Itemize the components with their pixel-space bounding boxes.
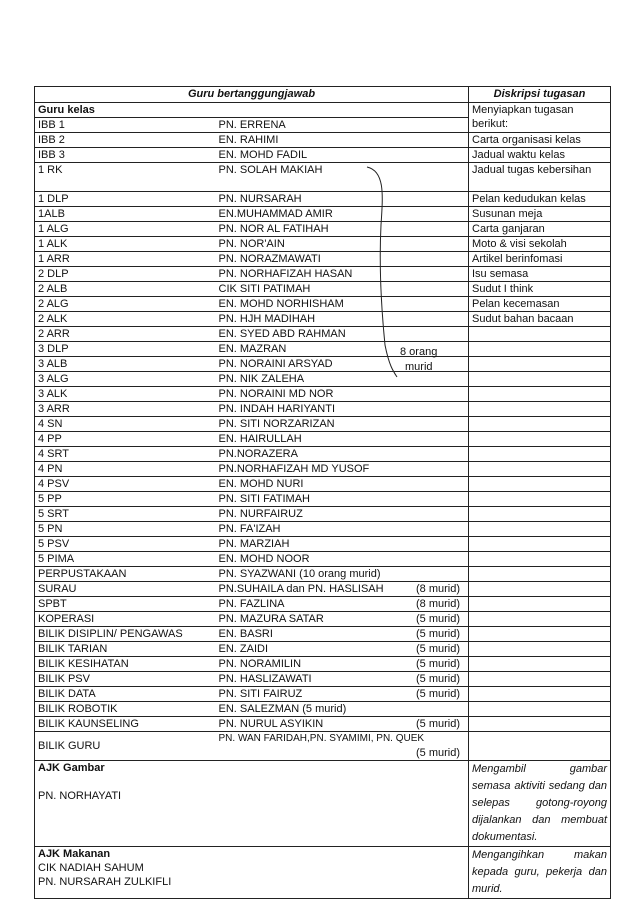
- table-row: [35, 327, 611, 342]
- class-cell: 2 ALB: [35, 282, 216, 297]
- class-cell: 5 PN: [35, 522, 216, 537]
- teacher-cell: [216, 297, 469, 312]
- student-count: (5 murid): [415, 628, 460, 640]
- description-cell: [469, 492, 611, 507]
- table-row: [35, 492, 611, 507]
- teacher-name: PN. INDAH HARIYANTI: [218, 403, 336, 415]
- table-row: [35, 612, 611, 627]
- teacher-cell: [216, 148, 469, 163]
- ajk-makanan-description: Mengangihkan makan kepada guru, pekerja dan murid.: [469, 847, 611, 899]
- table-header-row: [35, 87, 611, 103]
- teacher-name: PN. NOR'AIN: [218, 238, 285, 250]
- teacher-name: PN. FAZLINA: [218, 598, 285, 610]
- student-count: [460, 702, 465, 716]
- table-row: [35, 387, 611, 402]
- class-cell: KOPERASI: [35, 612, 216, 627]
- student-count: (5 murid): [415, 658, 460, 670]
- table-row: [35, 252, 611, 267]
- description-cell: [469, 432, 611, 447]
- duty-table-sheet: [34, 86, 610, 899]
- header-description: Diskripsi tugasan: [469, 87, 611, 103]
- ajk-gambar-description: Mengambil gambar semasa aktiviti sedang dan selepas gotong-royong dijalankan dan membuat dokumentasi.: [469, 761, 611, 847]
- teacher-cell: [216, 582, 469, 597]
- class-cell: BILIK PSV: [35, 672, 216, 687]
- teacher-cell: [216, 402, 469, 417]
- table-row: [35, 192, 611, 207]
- description-cell: [469, 477, 611, 492]
- table-row: [35, 148, 611, 163]
- table-row: [35, 597, 611, 612]
- student-count: (8 murid): [415, 583, 460, 595]
- class-cell: 2 ALK: [35, 312, 216, 327]
- teacher-names: PN. WAN FARIDAH,PN. SYAMIMI, PN. QUEK: [218, 733, 425, 744]
- description-text: Sudut bahan bacaan: [472, 313, 574, 325]
- description-text: Pelan kecemasan: [472, 298, 560, 310]
- description-cell: [469, 687, 611, 702]
- student-count: [460, 432, 465, 446]
- teacher-cell: [216, 192, 469, 207]
- teacher-name: CIK SITI PATIMAH: [218, 283, 311, 295]
- teacher-name: PN. MARZIAH: [218, 538, 290, 550]
- description-text: Artikel berinfomasi: [472, 253, 563, 265]
- student-count: (5 murid): [415, 643, 460, 655]
- teacher-name: EN. MAZRAN: [218, 343, 287, 355]
- description-text: Carta organisasi kelas: [472, 134, 581, 146]
- description-cell: [469, 567, 611, 582]
- teacher-name: PN. HASLIZAWATI: [218, 673, 312, 685]
- class-cell: 1ALB: [35, 207, 216, 222]
- teacher-name: EN. MOHD FADIL: [218, 149, 308, 161]
- student-count: [460, 133, 465, 147]
- bracket-annotation-line: [345, 165, 405, 380]
- class-cell: 4 PP: [35, 432, 216, 447]
- class-cell: 3 ALK: [35, 387, 216, 402]
- teacher-name: PN. NURFAIRUZ: [218, 508, 303, 520]
- description-cell: [469, 522, 611, 537]
- teacher-name: EN. SALEZMAN (5 murid): [218, 703, 347, 715]
- table-row: [35, 657, 611, 672]
- description-cell: [469, 222, 611, 237]
- class-cell: BILIK TARIAN: [35, 642, 216, 657]
- teacher-cell: [216, 522, 469, 537]
- class-cell: 4 PSV: [35, 477, 216, 492]
- description-text: Sudut I think: [472, 283, 534, 295]
- class-cell: 3 ARR: [35, 402, 216, 417]
- description-text: Carta ganjaran: [472, 223, 545, 235]
- ajk-gambar-title: AJK Gambar: [38, 762, 105, 774]
- description-text: Susunan meja: [472, 208, 543, 220]
- teacher-name: EN. MOHD NOOR: [218, 553, 310, 565]
- description-cell: [469, 282, 611, 297]
- description-cell: [469, 657, 611, 672]
- teacher-name: PN.NORAZERA: [218, 448, 298, 460]
- table-row: [35, 267, 611, 282]
- description-cell: [469, 717, 611, 732]
- teacher-name: PN. FA'IZAH: [218, 523, 281, 535]
- ajk-makanan-title: AJK Makanan: [38, 848, 111, 860]
- student-count: [460, 237, 465, 251]
- class-cell: 3 DLP: [35, 342, 216, 357]
- teacher-name: PN. NIK ZALEHA: [218, 373, 305, 385]
- student-count: [460, 118, 465, 132]
- class-cell: BILIK DISIPLIN/ PENGAWAS: [35, 627, 216, 642]
- description-cell: [469, 642, 611, 657]
- class-cell: SURAU: [35, 582, 216, 597]
- teacher-cell: [216, 567, 469, 582]
- desc-text: Menyiapkan tugasan berikut:: [472, 104, 574, 130]
- table-row: [35, 447, 611, 462]
- table-row: [35, 163, 611, 192]
- teacher-name: EN. RAHIMI: [218, 134, 279, 146]
- student-count: [460, 327, 465, 341]
- teacher-name: PN. SITI FAIRUZ: [218, 688, 303, 700]
- table-row: [35, 133, 611, 148]
- class-cell: 1 ALG: [35, 222, 216, 237]
- student-count: [460, 297, 465, 311]
- student-count: [460, 462, 465, 476]
- description-cell: [469, 133, 611, 148]
- table-row: [35, 462, 611, 477]
- teacher-cell: [216, 252, 469, 267]
- description-cell: [469, 297, 611, 312]
- teacher-cell: [216, 732, 469, 761]
- student-count: [460, 537, 465, 551]
- student-count: [460, 282, 465, 296]
- table-row: [35, 702, 611, 717]
- teacher-cell: [216, 432, 469, 447]
- ajk-makanan-row: [35, 847, 611, 899]
- class-cell: 4 PN: [35, 462, 216, 477]
- student-count: [460, 477, 465, 491]
- table-row: [35, 237, 611, 252]
- class-cell: IBB 3: [35, 148, 216, 163]
- table-row: [35, 537, 611, 552]
- teacher-cell: [216, 118, 469, 133]
- annotation-murid: murid: [405, 361, 433, 373]
- student-count: (5 murid): [415, 747, 460, 759]
- class-cell: 5 SRT: [35, 507, 216, 522]
- teacher-cell: [216, 687, 469, 702]
- student-count: [460, 372, 465, 386]
- student-count: [460, 267, 465, 281]
- ajk-gambar-row: [35, 761, 611, 847]
- table-row: [35, 342, 611, 357]
- description-cell: [469, 702, 611, 717]
- teacher-name: PN. NORHAFIZAH HASAN: [218, 268, 353, 280]
- description-cell: [469, 357, 611, 372]
- description-cell: [469, 462, 611, 477]
- teacher-name: EN.MUHAMMAD AMIR: [218, 208, 333, 220]
- teacher-cell: [216, 312, 469, 327]
- teacher-name: PN. MAZURA SATAR: [218, 613, 324, 625]
- desc-menyiapkan: [469, 103, 611, 133]
- student-count: [460, 207, 465, 221]
- teacher-name: PN. NORAZMAWATI: [218, 253, 321, 265]
- description-cell: [469, 402, 611, 417]
- ajk-gambar-member: PN. NORHAYATI: [38, 790, 122, 802]
- teacher-cell: [216, 477, 469, 492]
- table-row: [35, 477, 611, 492]
- table-row: [35, 522, 611, 537]
- ajk-makanan-member: PN. NURSARAH ZULKIFLI: [38, 876, 172, 888]
- table-row: [35, 567, 611, 582]
- description-cell: [469, 672, 611, 687]
- teacher-name: PN. SITI NORZARIZAN: [218, 418, 335, 430]
- class-cell: IBB 1: [35, 118, 216, 133]
- teacher-cell: [216, 387, 469, 402]
- teacher-name: PN.SUHAILA dan PN. HASLISAH: [218, 583, 384, 595]
- table-row: [35, 672, 611, 687]
- student-count: [460, 402, 465, 416]
- description-cell: [469, 537, 611, 552]
- description-cell: [469, 447, 611, 462]
- teacher-cell: [216, 267, 469, 282]
- teacher-cell: [216, 657, 469, 672]
- description-cell: [469, 582, 611, 597]
- description-cell: [469, 207, 611, 222]
- student-count: [460, 342, 465, 356]
- student-count: [460, 222, 465, 236]
- class-cell: BILIK KESIHATAN: [35, 657, 216, 672]
- class-cell: 5 PSV: [35, 537, 216, 552]
- description-cell: [469, 372, 611, 387]
- class-cell: 3 ALB: [35, 357, 216, 372]
- class-cell: 2 ALG: [35, 297, 216, 312]
- teacher-name: PN. NURSARAH: [218, 193, 302, 205]
- teacher-cell: [216, 507, 469, 522]
- description-cell: [469, 612, 611, 627]
- class-cell: BILIK DATA: [35, 687, 216, 702]
- description-text: Moto & visi sekolah: [472, 238, 567, 250]
- class-cell: 2 ARR: [35, 327, 216, 342]
- ajk-gambar-cell: [35, 761, 469, 847]
- table-row: [35, 582, 611, 597]
- table-row: [35, 357, 611, 372]
- class-cell: 1 ARR: [35, 252, 216, 267]
- teacher-name: PN. SITI FATIMAH: [218, 493, 310, 505]
- teacher-cell: [216, 133, 469, 148]
- teacher-cell: [216, 282, 469, 297]
- teacher-name: PN.NORHAFIZAH MD YUSOF: [218, 463, 370, 475]
- teacher-cell: [216, 237, 469, 252]
- teacher-name: PN. ERRENA: [218, 119, 286, 131]
- table-row: [35, 207, 611, 222]
- student-count: [460, 192, 465, 206]
- table-row: [35, 717, 611, 732]
- duty-table: [34, 86, 611, 899]
- teacher-cell: [216, 552, 469, 567]
- description-text: Pelan kedudukan kelas: [472, 193, 586, 205]
- teacher-name: PN. NORAINI ARSYAD: [218, 358, 333, 370]
- class-cell: 5 PP: [35, 492, 216, 507]
- class-cell: 1 RK: [35, 163, 216, 192]
- student-count: [460, 163, 465, 177]
- description-cell: [469, 732, 611, 761]
- student-count: [460, 148, 465, 162]
- teacher-cell: [216, 597, 469, 612]
- teacher-name: PN. SYAZWANI (10 orang murid): [218, 568, 381, 580]
- teacher-cell: [216, 462, 469, 477]
- class-cell: 5 PIMA: [35, 552, 216, 567]
- student-count: [460, 357, 465, 371]
- student-count: [460, 567, 465, 581]
- guru-kelas-row: [35, 103, 611, 118]
- header-guru: Guru bertanggungjawab: [35, 87, 469, 103]
- table-row: [35, 642, 611, 657]
- teacher-cell: [216, 163, 469, 192]
- student-count: (8 murid): [415, 598, 460, 610]
- description-cell: [469, 148, 611, 163]
- teacher-name: EN. MOHD NURI: [218, 478, 304, 490]
- class-cell: 4 SRT: [35, 447, 216, 462]
- table-row: [35, 552, 611, 567]
- description-cell: [469, 597, 611, 612]
- teacher-name: PN. SOLAH MAKIAH: [218, 164, 323, 176]
- description-cell: [469, 387, 611, 402]
- annotation-8-orang: 8 orang: [400, 346, 438, 358]
- student-count: (5 murid): [415, 688, 460, 700]
- teacher-cell: [216, 702, 469, 717]
- student-count: (5 murid): [415, 613, 460, 625]
- table-row: [35, 312, 611, 327]
- table-row: [35, 627, 611, 642]
- description-cell: [469, 417, 611, 432]
- table-row: [35, 507, 611, 522]
- student-count: [460, 417, 465, 431]
- teacher-cell: [216, 642, 469, 657]
- table-row: [35, 417, 611, 432]
- description-cell: [469, 237, 611, 252]
- teacher-name: EN. BASRI: [218, 628, 273, 640]
- description-text: Jadual waktu kelas: [472, 149, 565, 161]
- guru-kelas-label: Guru kelas: [35, 103, 469, 118]
- teacher-name: EN. HAIRULLAH: [218, 433, 302, 445]
- student-count: [460, 447, 465, 461]
- teacher-cell: [216, 327, 469, 342]
- student-count: [460, 507, 465, 521]
- student-count: [460, 387, 465, 401]
- class-cell: 1 ALK: [35, 237, 216, 252]
- bilik-guru-row: [35, 732, 611, 761]
- description-cell: [469, 163, 611, 192]
- description-text: Isu semasa: [472, 268, 529, 280]
- class-cell: BILIK ROBOTIK: [35, 702, 216, 717]
- description-cell: [469, 627, 611, 642]
- teacher-cell: [216, 627, 469, 642]
- class-cell: IBB 2: [35, 133, 216, 148]
- description-cell: [469, 342, 611, 357]
- teacher-cell: [216, 417, 469, 432]
- ajk-makanan-cell: [35, 847, 469, 899]
- teacher-cell: [216, 222, 469, 237]
- class-cell: BILIK GURU: [35, 732, 216, 761]
- table-row: [35, 222, 611, 237]
- teacher-cell: [216, 372, 469, 387]
- student-count: [460, 252, 465, 266]
- teacher-name: PN. NORAMILIN: [218, 658, 302, 670]
- description-text: Jadual tugas kebersihan: [472, 164, 592, 176]
- student-count: (5 murid): [415, 718, 460, 730]
- table-row: [35, 402, 611, 417]
- teacher-cell: [216, 492, 469, 507]
- teacher-name: EN. SYED ABD RAHMAN: [218, 328, 346, 340]
- description-cell: [469, 552, 611, 567]
- class-cell: 4 SN: [35, 417, 216, 432]
- table-row: [35, 372, 611, 387]
- student-count: (5 murid): [415, 673, 460, 685]
- teacher-name: PN. NURUL ASYIKIN: [218, 718, 324, 730]
- table-row: [35, 282, 611, 297]
- teacher-cell: [216, 672, 469, 687]
- description-cell: [469, 252, 611, 267]
- teacher-name: PN. NORAINI MD NOR: [218, 388, 334, 400]
- teacher-cell: [216, 612, 469, 627]
- teacher-cell: [216, 537, 469, 552]
- table-row: [35, 687, 611, 702]
- description-cell: [469, 192, 611, 207]
- description-cell: [469, 507, 611, 522]
- teacher-cell: [216, 447, 469, 462]
- description-cell: [469, 327, 611, 342]
- teacher-cell: [216, 717, 469, 732]
- ajk-makanan-member: CIK NADIAH SAHUM: [38, 862, 144, 874]
- student-count: [460, 312, 465, 326]
- class-cell: 1 DLP: [35, 192, 216, 207]
- student-count: [460, 552, 465, 566]
- student-count: [460, 492, 465, 506]
- table-row: [35, 432, 611, 447]
- teacher-name: PN. NOR AL FATIHAH: [218, 223, 329, 235]
- table-row: [35, 297, 611, 312]
- student-count: [460, 522, 465, 536]
- class-cell: 3 ALG: [35, 372, 216, 387]
- class-cell: SPBT: [35, 597, 216, 612]
- teacher-name: PN. HJH MADIHAH: [218, 313, 316, 325]
- class-cell: PERPUSTAKAAN: [35, 567, 216, 582]
- teacher-cell: [216, 207, 469, 222]
- class-cell: BILIK KAUNSELING: [35, 717, 216, 732]
- teacher-name: EN. MOHD NORHISHAM: [218, 298, 344, 310]
- description-cell: [469, 312, 611, 327]
- teacher-name: EN. ZAIDI: [218, 643, 269, 655]
- class-cell: 2 DLP: [35, 267, 216, 282]
- description-cell: [469, 267, 611, 282]
